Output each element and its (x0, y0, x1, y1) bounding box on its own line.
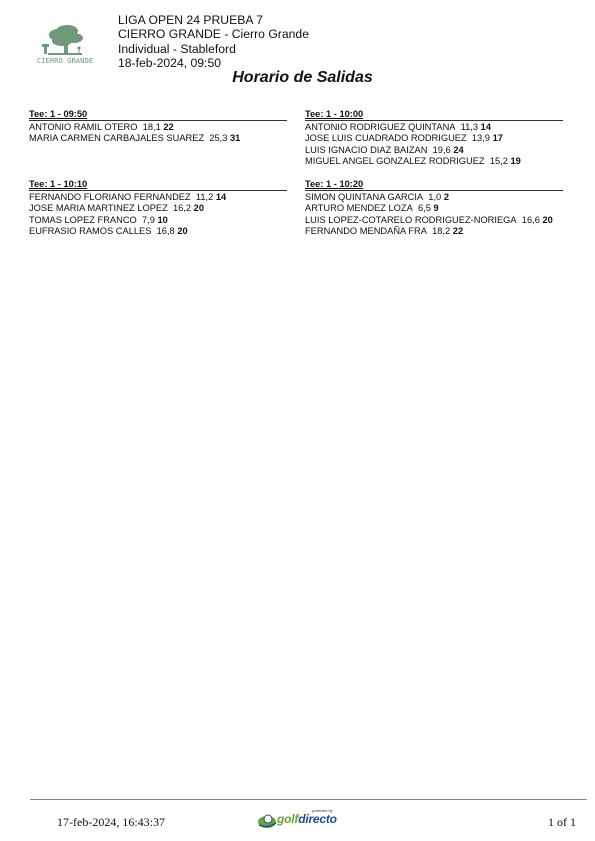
player-playing-handicap: 20 (177, 225, 188, 236)
player-handicap: 19,6 (432, 144, 451, 155)
tee-time-heading: Tee: 1 - 10:00 (305, 109, 563, 121)
course-name: CIERRO GRANDE - Cierro Grande (118, 27, 309, 42)
player-handicap: 15,2 (489, 155, 508, 166)
print-timestamp: 17-feb-2024, 16:43:37 (57, 815, 165, 829)
player-handicap: 16,8 (156, 225, 175, 236)
player-row (29, 215, 287, 226)
brand-wordmark (277, 812, 337, 826)
player-playing-handicap: 22 (163, 122, 174, 132)
page-title: Horario de Salidas (232, 69, 373, 86)
player-name: JOSE LUIS CUADRADO RODRIGUEZ (305, 133, 467, 144)
player-handicap: 11,2 (195, 192, 214, 202)
brand-golf: golf (277, 812, 299, 826)
player-row (29, 122, 287, 133)
player-row (29, 192, 287, 203)
event-format: Individual - Stableford (118, 41, 236, 56)
player-row (305, 156, 563, 167)
player-playing-handicap: 14 (480, 122, 491, 132)
player-row (29, 203, 287, 214)
golfdirecto-logo (257, 808, 341, 830)
player-row (305, 192, 563, 203)
player-name: LUIS LOPEZ-COTARELO RODRIGUEZ-NORIEGA (305, 214, 517, 225)
player-name: ARTURO MENDEZ LOZA (305, 203, 413, 214)
player-name: MARIA CARMEN CARBAJALES SUAREZ (29, 133, 205, 144)
player-handicap: 6,5 (417, 203, 431, 214)
player-name: FERNANDO MENDAÑA FRA (305, 225, 427, 236)
player-name: ANTONIO RAMIL OTERO (29, 122, 138, 132)
player-playing-handicap: 10 (157, 214, 168, 225)
player-playing-handicap: 14 (215, 192, 227, 202)
event-title: LIGA OPEN 24 PRUEBA 7 (118, 13, 263, 27)
player-name: ANTONIO RODRIGUEZ QUINTANA (305, 122, 456, 132)
player-row (305, 145, 563, 156)
tee-time-heading: Tee: 1 - 10:10 (29, 179, 287, 191)
player-handicap: 11,3 (460, 122, 479, 132)
player-name: JOSE MARIA MARTINEZ LOPEZ (29, 203, 168, 214)
player-playing-handicap: 24 (453, 144, 464, 155)
player-name: FERNANDO FLORIANO FERNANDEZ (29, 192, 191, 202)
tee-group (29, 179, 287, 237)
brand-powered-by: powered by (312, 808, 333, 813)
player-playing-handicap: 9 (433, 203, 439, 214)
tee-time-heading: Tee: 1 - 09:50 (29, 109, 287, 121)
player-playing-handicap: 20 (193, 203, 205, 214)
player-handicap: 16,2 (172, 203, 192, 214)
player-playing-handicap: 20 (542, 214, 553, 225)
club-logo (34, 20, 96, 66)
player-handicap: 1,0 (428, 192, 442, 202)
player-name: MIGUEL ANGEL GONZALEZ RODRIGUEZ (305, 155, 485, 166)
player-row (305, 133, 563, 144)
player-handicap: 13,9 (471, 133, 490, 144)
player-row (305, 203, 563, 214)
player-row (305, 215, 563, 226)
player-playing-handicap: 17 (492, 133, 503, 144)
golf-ball-icon (257, 811, 277, 829)
event-date: 18-feb-2024, 09:50 (118, 55, 221, 70)
player-handicap: 7,9 (141, 214, 155, 225)
tee-group (305, 179, 563, 237)
tee-group (29, 109, 287, 145)
event-header (118, 13, 309, 70)
player-name: LUIS IGNACIO DIAZ BAIZAN (305, 144, 428, 155)
player-row (29, 226, 287, 237)
player-name: EUFRASIO RAMOS CALLES (29, 225, 152, 236)
footer-divider (30, 799, 587, 800)
tee-group (305, 109, 563, 167)
player-handicap: 18,1 (142, 122, 161, 132)
player-playing-handicap: 31 (230, 133, 241, 144)
player-row (305, 122, 563, 133)
player-playing-handicap: 2 (443, 192, 449, 202)
player-name: SIMON QUINTANA GARCIA (305, 192, 424, 202)
player-playing-handicap: 22 (452, 225, 464, 236)
player-handicap: 18,2 (432, 225, 451, 236)
player-playing-handicap: 19 (510, 155, 521, 166)
player-row (29, 133, 287, 144)
player-handicap: 25,3 (209, 133, 228, 144)
tee-time-heading: Tee: 1 - 10:20 (305, 179, 563, 191)
page-number: 1 of 1 (548, 815, 576, 829)
player-name: TOMAS LOPEZ FRANCO (29, 214, 137, 225)
logo-text: CIERRO GRANDE (36, 56, 94, 65)
player-row (305, 226, 563, 237)
brand-directo: directo (298, 812, 337, 826)
tree-icon (42, 25, 83, 55)
player-handicap: 16,6 (521, 214, 540, 225)
